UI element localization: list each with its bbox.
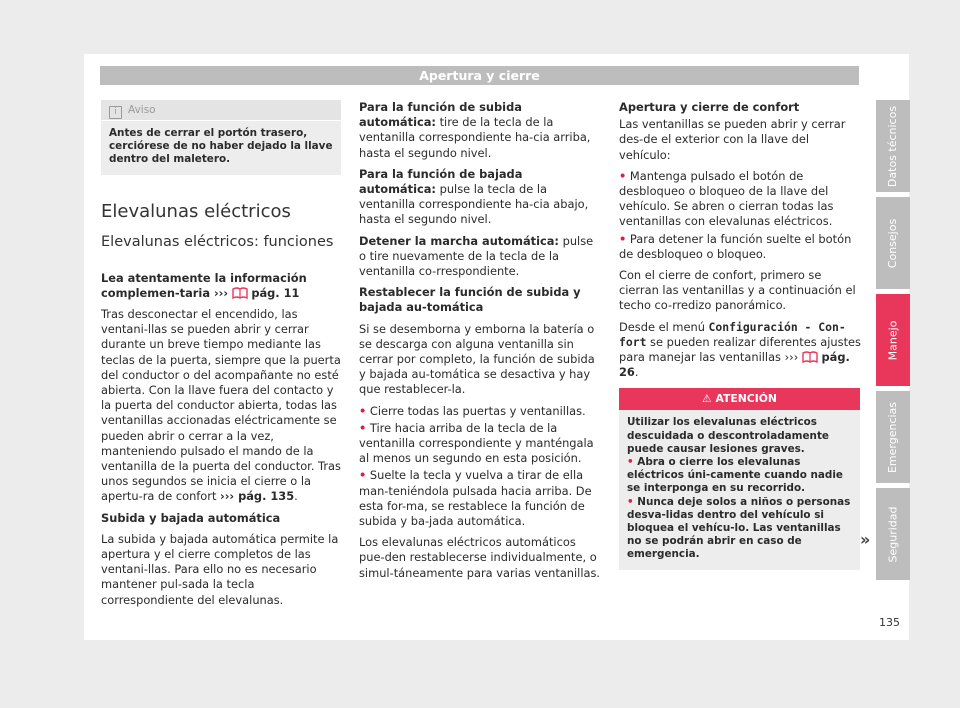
subida-heading-text: Subida y bajada automática — [101, 510, 281, 525]
bullet-item — [359, 421, 601, 467]
bullet-item — [619, 232, 862, 262]
bullet-text: Mantenga pulsado el botón de desbloqueo o bloqueo de la llave del vehículo. Se abren o cierran todas las ventanillas con elevalunas eléctricos. — [619, 168, 834, 229]
confort-paragraph: Con el cierre de confort, primero se cierran las ventanillas y a continuación el techo co-rredizo panorámico. — [619, 268, 856, 313]
bullet-icon: • — [619, 231, 627, 246]
page-26-link[interactable]: pág. 26 — [619, 350, 850, 380]
atencion-header — [619, 388, 860, 410]
column-2 — [359, 100, 601, 587]
bajada-automatica — [359, 167, 601, 228]
paragraph-2: La subida y bajada automática permite la apertura y el cierre completos de las ventani-llas. Para ello no es necesario mantener pul-sada la tecla correspondiente del elevalunas. — [101, 531, 339, 607]
bajada-text: pulse la tecla de la ventanilla correspondiente ha-cia abajo, hasta el segundo nivel. — [359, 182, 589, 227]
page-135-link[interactable]: ››› pág. 135 — [220, 489, 295, 504]
paragraph-1-text: Tras desconectar el encendido, las ventani-llas se pueden abrir y cerrar durante un breve tiempo mediante las teclas de la puerta, siempre que la puerta del conductor o del acompañante no esté abierta. Con la llave fuera del contacto y la puerta del conductor abierta, todas las ventanillas accionadas eléctricamente se pueden abrir o cerrar a la vez, manteniendo pulsado el mando de la ventanilla de la puerta del conductor. Tras unos segundos se inicia el cierre o la apertu-ra de confort — [101, 307, 341, 504]
tab-label: Seguridad — [886, 506, 900, 562]
section-title: Elevalunas eléctricos — [101, 200, 291, 222]
subsection-title: Elevalunas eléctricos: funciones — [101, 233, 334, 250]
bajada-label: Para la función de bajada automática: — [359, 166, 523, 197]
menu-paragraph — [619, 320, 862, 381]
bullet-text: Para detener la función suelte el botón de desbloqueo o bloqueo. — [619, 231, 852, 261]
confort-intro: Las ventanillas se pueden abrir y cerrar des-de el exterior con la llave del vehículo: — [619, 117, 846, 162]
paragraph-individual: Los elevalunas eléctricos automáticos pue-den restablecerse individualmente, o simul-táneamente para varias ventanillas. — [359, 535, 601, 580]
tab-label: Datos técnicos — [886, 105, 900, 187]
page-header: Apertura y cierre — [100, 66, 859, 85]
restablecer-heading-text: Restablecer la función de subida y bajada au-tomática — [359, 285, 581, 315]
tab-label: Manejo — [886, 320, 900, 360]
column-1 — [101, 100, 341, 614]
bullet-icon: • — [619, 168, 627, 183]
tab-datos-tecnicos[interactable] — [876, 100, 910, 192]
bullet-icon: • — [359, 420, 367, 435]
tab-consejos[interactable] — [876, 197, 910, 289]
book-icon — [232, 287, 248, 299]
intro-page-link[interactable]: pág. 11 — [251, 285, 300, 300]
detener-marcha — [359, 234, 601, 280]
restablecer-heading — [359, 285, 601, 315]
bullet-icon: • — [359, 403, 367, 418]
continue-mark: » — [860, 530, 871, 549]
book-icon — [802, 351, 818, 363]
bullet-text: Abra o cierre los elevalunas eléctricos úni-camente cuando nadie se interponga en su recorrido. — [627, 456, 843, 495]
page-number: 135 — [879, 616, 900, 629]
menu-text-a: Desde el menú — [619, 319, 709, 334]
tab-seguridad[interactable] — [876, 488, 910, 580]
bullet-item — [359, 468, 601, 529]
bullet-text: Suelte la tecla y vuelva a tirar de ella man-teniéndola pulsada hacia arriba. De esta for-ma, se restablece la función de subida y ba-jada automática. — [359, 468, 592, 529]
tab-label: Emergencias — [886, 401, 900, 473]
restablecer-text: Si se desemborna y emborna la batería o se descarga con alguna ventanilla sin cerrar por completo, la función de subida y bajada au-tomática se desactiva y hay que restablecer-la. — [359, 321, 595, 397]
atencion-title: ATENCIÓN — [715, 392, 777, 406]
confort-heading — [619, 100, 862, 115]
aviso-box — [101, 100, 341, 175]
paragraph-1 — [101, 307, 341, 505]
bullet-text: Nunca deje solos a niños o personas desva-lidas dentro del vehículo si bloquea el vehícu-lo. Las ventanillas no se podrán abrir en caso de emergencia. — [627, 495, 851, 561]
bullet-item — [359, 404, 601, 419]
menu-paragraph-end: . — [634, 365, 639, 380]
intro-text: Lea atentamente la información complemen-taria ››› — [101, 270, 307, 300]
bullet-text: Tire hacia arriba de la tecla de la ventanilla correspondiente y manténgala al menos un segundo en esta posición. — [359, 420, 594, 466]
bullet-icon: • — [627, 495, 634, 508]
info-icon: i — [109, 106, 122, 119]
aviso-title: Aviso — [128, 104, 156, 116]
warning-icon: ⚠ — [702, 392, 712, 406]
atencion-intro: Utilizar los elevalunas eléctricos descuidada o descontroladamente puede causar lesiones graves. — [627, 416, 829, 455]
menu-path: Configuración - Con-fort — [619, 319, 846, 349]
tab-manejo[interactable] — [876, 294, 910, 386]
subida-heading — [101, 511, 341, 526]
menu-text-b: se pueden realizar diferentes ajustes para manejar las ventanillas ››› — [619, 334, 861, 365]
subida-label: Para la función de subida automática: — [359, 100, 522, 130]
tab-label: Consejos — [886, 218, 900, 268]
atencion-bullet — [627, 456, 852, 496]
atencion-body — [619, 410, 860, 569]
subida-text: tire de la tecla de la ventanilla correspondiente ha-cia arriba, hasta el segundo nivel. — [359, 115, 591, 160]
tab-emergencias[interactable] — [876, 391, 910, 483]
bullet-icon: • — [627, 456, 634, 469]
column-3 — [619, 100, 862, 570]
aviso-text: Antes de cerrar el portón trasero, cerciórese de no haber dejado la llave dentro del maletero. — [109, 127, 333, 166]
confort-heading-text: Apertura y cierre de confort — [619, 100, 800, 114]
bullet-icon: • — [359, 468, 367, 483]
paragraph-1-end: . — [294, 489, 298, 504]
detener-text: pulse o tire nuevamente de la tecla de la ventanilla co-rrespondiente. — [359, 233, 594, 279]
bullet-text: Cierre todas las puertas y ventanillas. — [369, 403, 586, 418]
detener-label: Detener la marcha automática: — [359, 233, 559, 248]
subida-automatica — [359, 100, 601, 161]
atencion-box — [619, 388, 860, 569]
aviso-header — [101, 100, 341, 121]
bullet-item — [619, 169, 862, 230]
atencion-bullet — [627, 496, 852, 562]
intro-paragraph — [101, 271, 341, 301]
